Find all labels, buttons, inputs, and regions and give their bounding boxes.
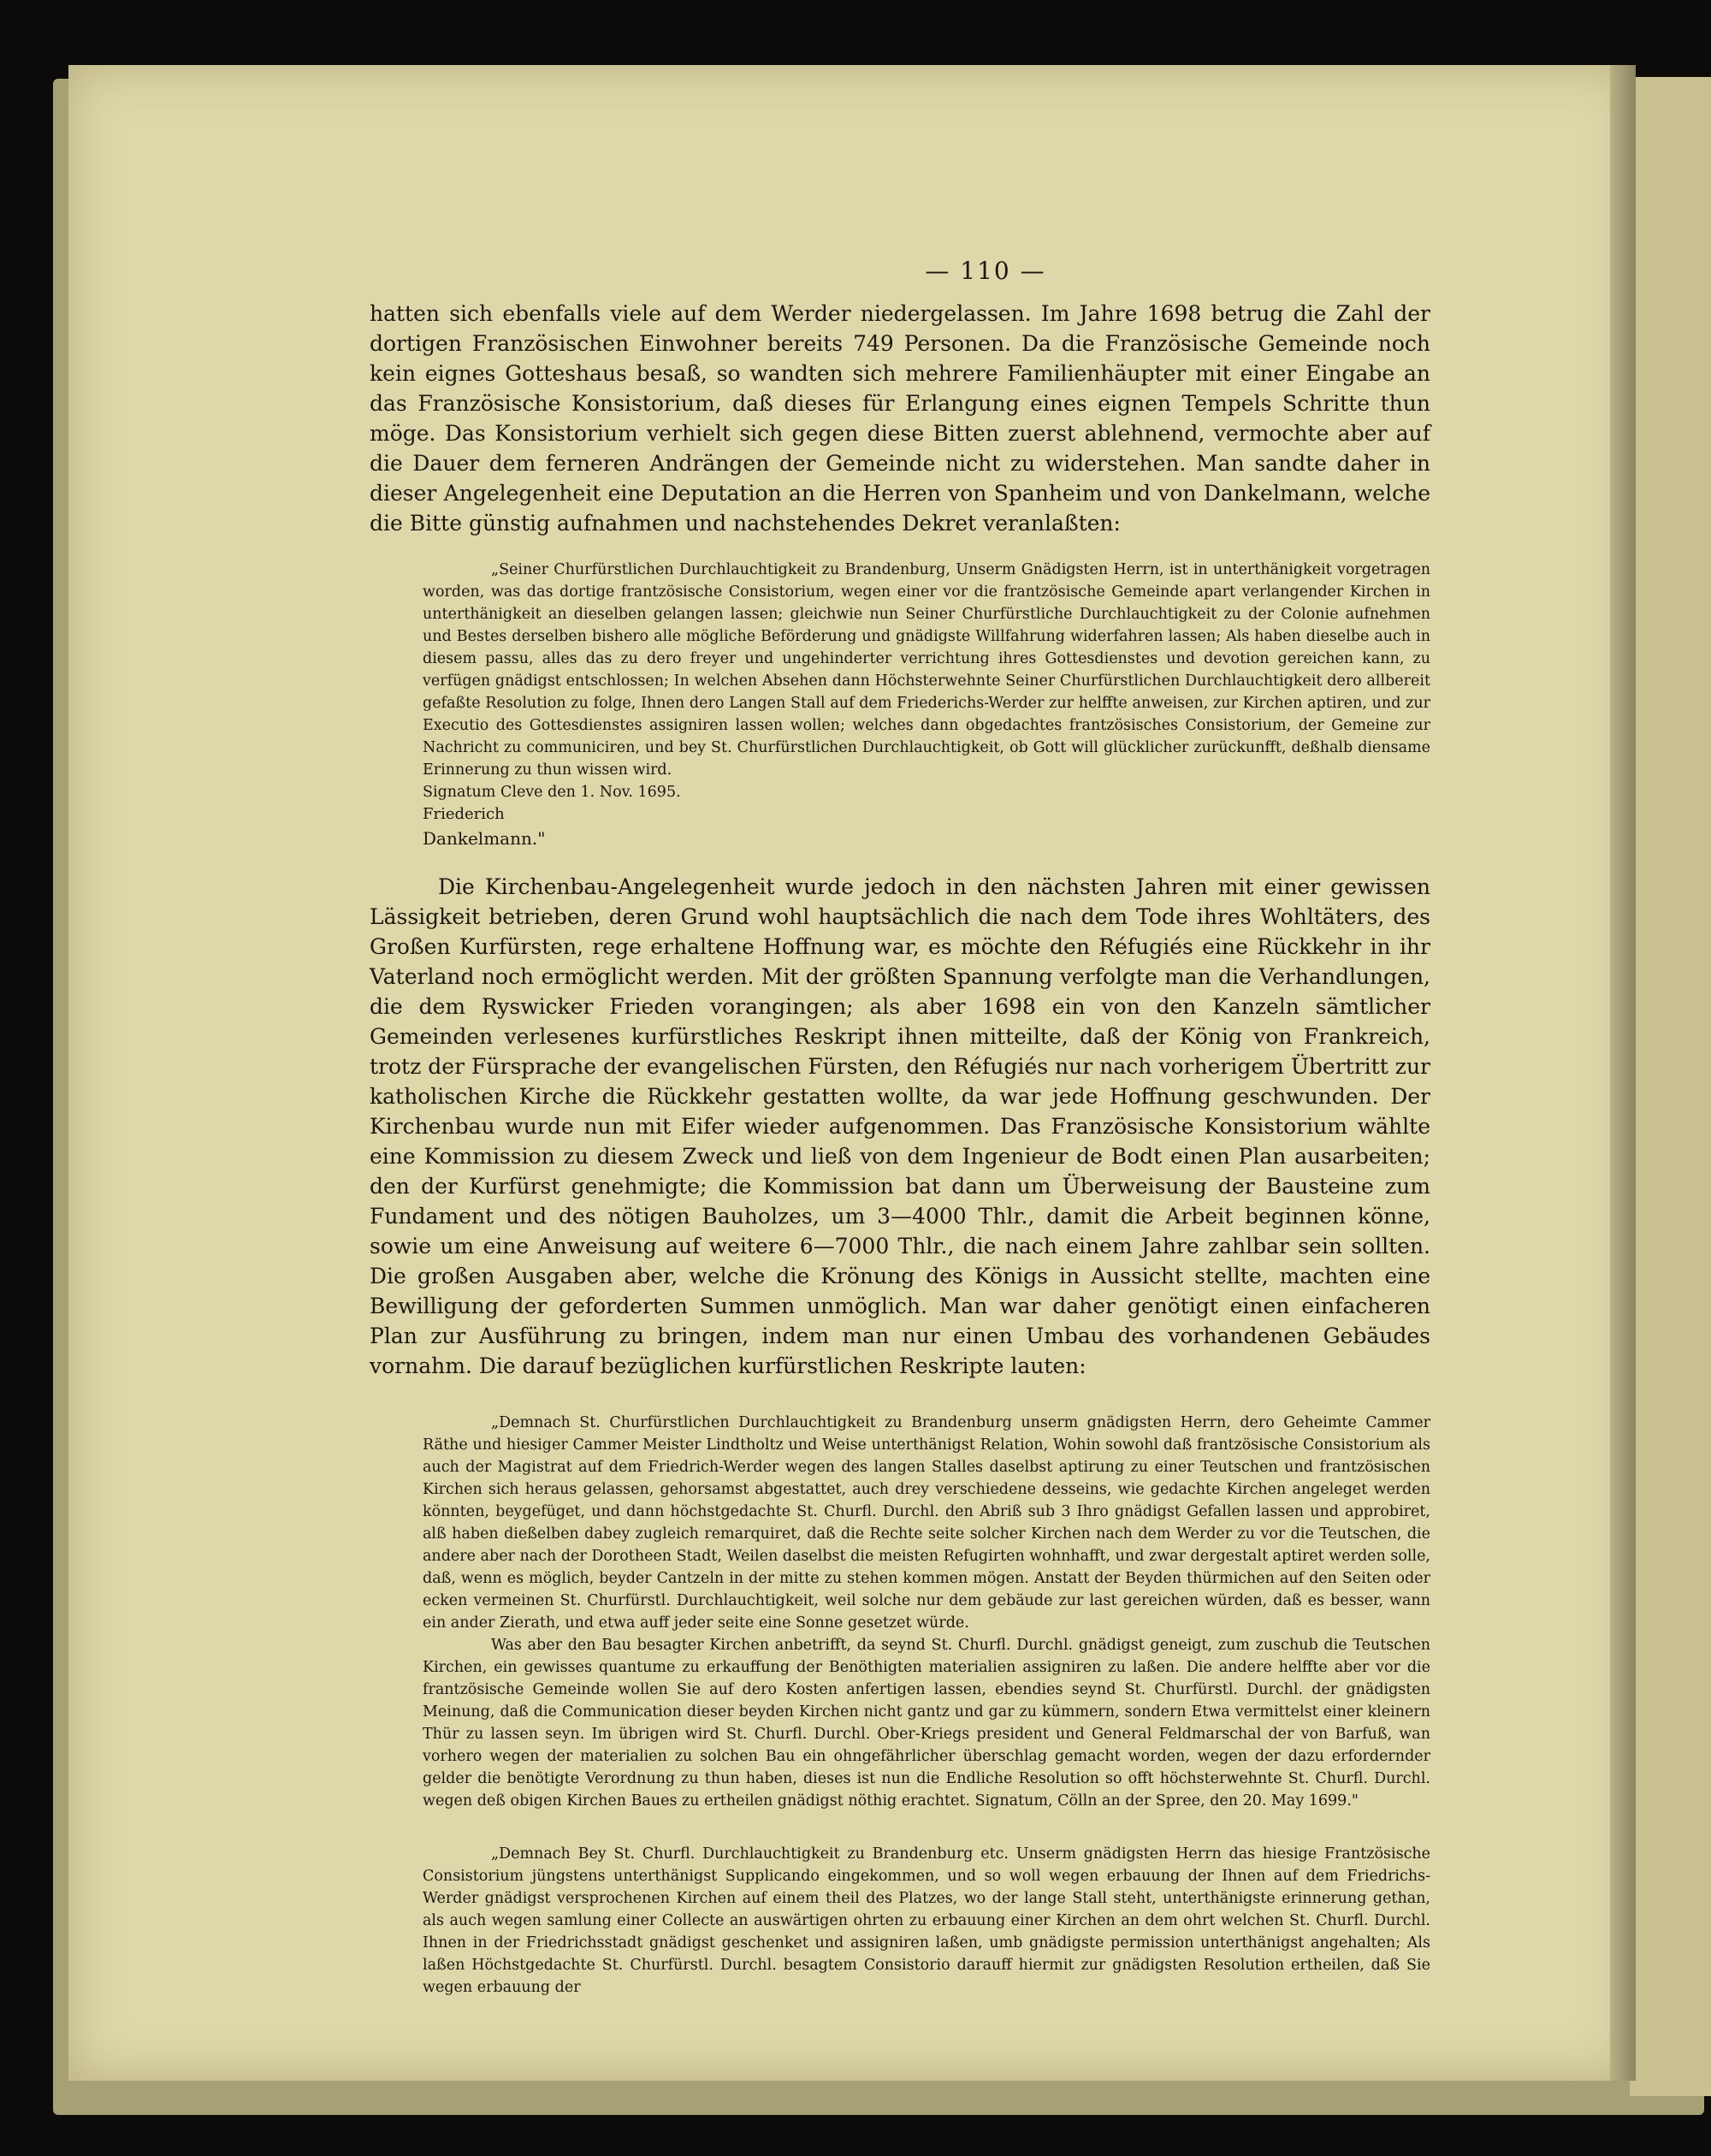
signer-friederich: Friederich xyxy=(423,805,505,823)
paragraph-1: hatten sich ebenfalls viele auf dem Werder niedergelassen. Im Jahre 1698 betrug die Zahl der dortigen Französischen Einwohner bereits 749 Personen. Da die Französische Gemeinde noch kein eignes Gotteshaus besaß, so wandten sich mehrere Familienhäupter mit einer Eingabe an das Französische Konsistorium, daß dieses für Erlangung eines eignen Tempels Schritte thun möge. Das Konsistorium verhielt sich gegen diese Bitten zuerst ablehnend, vermochte aber auf die Dauer dem ferneren Andrängen der Gemeinde nicht zu widerstehen. Man sandte daher in dieser Angelegenheit eine Deputation an die Herren von Spanheim und von Dankelmann, welche die Bitte günstig aufnahmen und nachstehendes Dekret veranlaßten: xyxy=(370,301,1430,536)
decree-2-part-1: „Demnach St. Churfürstlichen Durchlauchtigkeit zu Brandenburg unserm gnädigsten Herrn, dero Geheimte Cammer Räthe und hiesiger Cammer Meister Lindtholtz und Weise unterthänigst Relation, Wohin sowohl daß frantzösische Consistorium als auch der Magistrat auf dem Friedrich-Werder wegen des langen Stalles daselbst aptirung zu einer Teutschen und frantzösischen Kirchen sich heraus gelassen, gehorsamst abgestattet, auch drey verschiedene desseins, wie gedachte Kirchen angeleget werden könnten, beygefüget, und dann höchstgedachte St. Churfl. Durchl. den Abriß sub 3 Ihro gnädigst Gefallen lassen und approbiret, alß haben dießelben dabey zugleich remarquiret, daß die Rechte seite solcher Kirchen nach dem Werder zu vor die Teutschen, die andere aber nach der Dorotheen Stadt, Weilen daselbst die meisten Refugirten wohnhafft, und zwar dergestalt aptiret werden solle, daß, wenn es möglich, beyder Cantzeln in der mitte zu stehen kommen mögen. Anstatt der Beyden thürmichen auf den Seiten oder ecken vermeinen St. Churfürstl. Durchlauchtigkeit, weil solche nur dem gebäude zur last gereichen würden, daß es besser, wann ein ander Zierath, und etwa auff jeder seite eine Sonne gesetzet würde. xyxy=(423,1414,1430,1632)
paragraph-2: Die Kirchenbau-Angelegenheit wurde jedoch in den nächsten Jahren mit einer gewissen Lässigkeit betrieben, deren Grund wohl hauptsächlich die nach dem Tode ihres Wohltäters, des Großen Kurfürsten, rege erhaltene Hoffnung war, es möchte den Réfugiés eine Rückkehr in ihr Vaterland noch ermöglicht werden. Mit der größten Spannung verfolgte man die Verhandlungen, die dem Ryswicker Frieden vorangingen; als aber 1698 ein von den Kanzeln sämtlicher Gemeinden verlesenes kurfürstliches Reskript ihnen mitteilte, daß der König von Frankreich, trotz der Fürsprache der evangelischen Fürsten, den Réfugiés nur nach vorherigem Übertritt zur katholischen Kirche die Rückkehr gestatten wollte, da war jede Hoffnung geschwunden. Der Kirchenbau wurde nun mit Eifer wieder aufgenommen. Das Französische Konsistorium wählte eine Kommission zu diesem Zweck und ließ von dem Ingenieur de Bodt einen Plan ausarbeiten; den der Kurfürst genehmigte; die Kommission bat dann um Überweisung der Bausteine zum Fundament und des nötigen Bauholzes, um 3—4000 Thlr., damit die Arbeit beginnen könne, sowie um eine Anweisung auf weitere 6—7000 Thlr., die nach einem Jahre zahlbar sein sollten. Die großen Ausgaben aber, welche die Krönung des Königs in Aussicht stellte, machten eine Bewilligung der geforderten Summen unmöglich. Man war daher genötigt einen einfacheren Plan zur Ausführung zu bringen, indem man nur einen Umbau des vorhandenen Gebäudes vornahm. Die darauf bezüglichen kurfürstlichen Reskripte lauten: xyxy=(370,874,1430,1378)
next-page-edge xyxy=(1630,77,1711,2096)
decree-quote-3 xyxy=(423,1843,1430,1999)
decree-2-part-2: Was aber den Bau besagter Kirchen anbetrifft, da seynd St. Churfl. Durchl. gnädigst geneigt, zum zuschub die Teutschen Kirchen, ein gewisses quantume zu erkauffung der Benöthigten materialien assigniren zu laßen. Die andere helffte aber vor die frantzösische Gemeinde wollen Sie auf dero Kosten anfertigen lassen, ebendies seynd St. Churfürstl. Durchl. der gnädigsten Meinung, daß die Communication dieser beyden Kirchen nicht gantz und gar zu kümmern, sondern Etwa vermittelst einer kleinern Thür zu lassen seyn. Im übrigen wird St. Churfl. Durchl. Ober-Kriegs president und General Feldmarschal der von Barfuß, wan vorhero wegen der materialien zu solchen Bau ein ohngefährlicher überschlag gemacht worden, wegen der dazu erfordernder gelder die benötigte Verordnung zu thun haben, dieses ist nun die Endliche Resolution so offt höchsterwehnte St. Churfl. Durchl. wegen deß obigen Kirchen Baues zu ertheilen gnädigst nöthig erachtet. Signatum, Cölln an der Spree, den 20. May 1699." xyxy=(423,1637,1430,1810)
page-number: — 110 — xyxy=(925,257,1046,285)
signer-dankelmann: Dankelmann." xyxy=(423,828,546,849)
decree-1-signatum: Signatum Cleve den 1. Nov. 1695. xyxy=(423,784,681,801)
page-content xyxy=(370,257,1430,1999)
decree-1-text: „Seiner Churfürstlichen Durchlauchtigkeit zu Brandenburg, Unserm Gnädigsten Herrn, ist in unterthänigkeit vorgetragen worden, was das dortige frantzösische Consistorium, wegen einer vor die frantzösische Gemeinde apart verlangender Kirchen in unterthänigkeit an dieselben gelangen lassen; gleichwie nun Seiner Churfürstliche Durchlauchtigkeit zu der Colonie aufnehmen und Bestes derselben bishero alle mögliche Beförderung und gnädigste Willfahrung widerfahren lassen; Als haben dieselbe auch in diesem passu, alles das zu dero freyer und ungehinderter verrichtung ihres Gottesdienstes und devotion gereichen kann, zu verfügen gnädigst entschlossen; In welchen Absehen dann Höchsterwehnte Seiner Churfürstlichen Durchlauchtigkeit dero allbereit gefaßte Resolution zu folge, Ihnen dero Langen Stall auf dem Friederichs-Werder zur helffte anweisen, zur Kirchen aptiren, und zur Executio des Gottesdienstes assigniren lassen wollen; welches dann obgedachtes frantzösisches Consistorium, der Gemeine zur Nachricht zu communiciren, und bey St. Churfürstlichen Durchlauchtigkeit, ob Gott will glücklicher zurückunfft, deßhalb diensame Erinnerung zu thun wissen wird. xyxy=(423,561,1430,779)
decree-3-text: „Demnach Bey St. Churfl. Durchlauchtigkeit zu Brandenburg etc. Unserm gnädigsten Herrn das hiesige Frantzösische Consistorium jüngstens unterthänigst Supplicando eingekommen, und so woll wegen erbauung der Ihnen auf dem Friedrichs-Werder gnädigst versprochenen Kirchen auf einem theil des Platzes, wo der lange Stall steht, unterthänigste erinnerung gethan, als auch wegen samlung einer Collecte an auswärtigen ohrten zu erbauung einer Kirchen an dem ohrt welchen St. Churfl. Durchl. Ihnen in der Friedrichsstadt gnädigst geschenket und assigniren laßen, umb gnädigste permission unterthänigst angehalten; Als laßen Höchstgedachte St. Churfürstl. Durchl. besagtem Consistorio darauff hiermit zur gnädigsten Resolution ertheilen, daß Sie wegen erbauung der xyxy=(423,1845,1430,1996)
decree-quote-2 xyxy=(423,1412,1430,1812)
decree-quote-1 xyxy=(423,559,1430,851)
page-gutter xyxy=(1610,65,1636,2081)
